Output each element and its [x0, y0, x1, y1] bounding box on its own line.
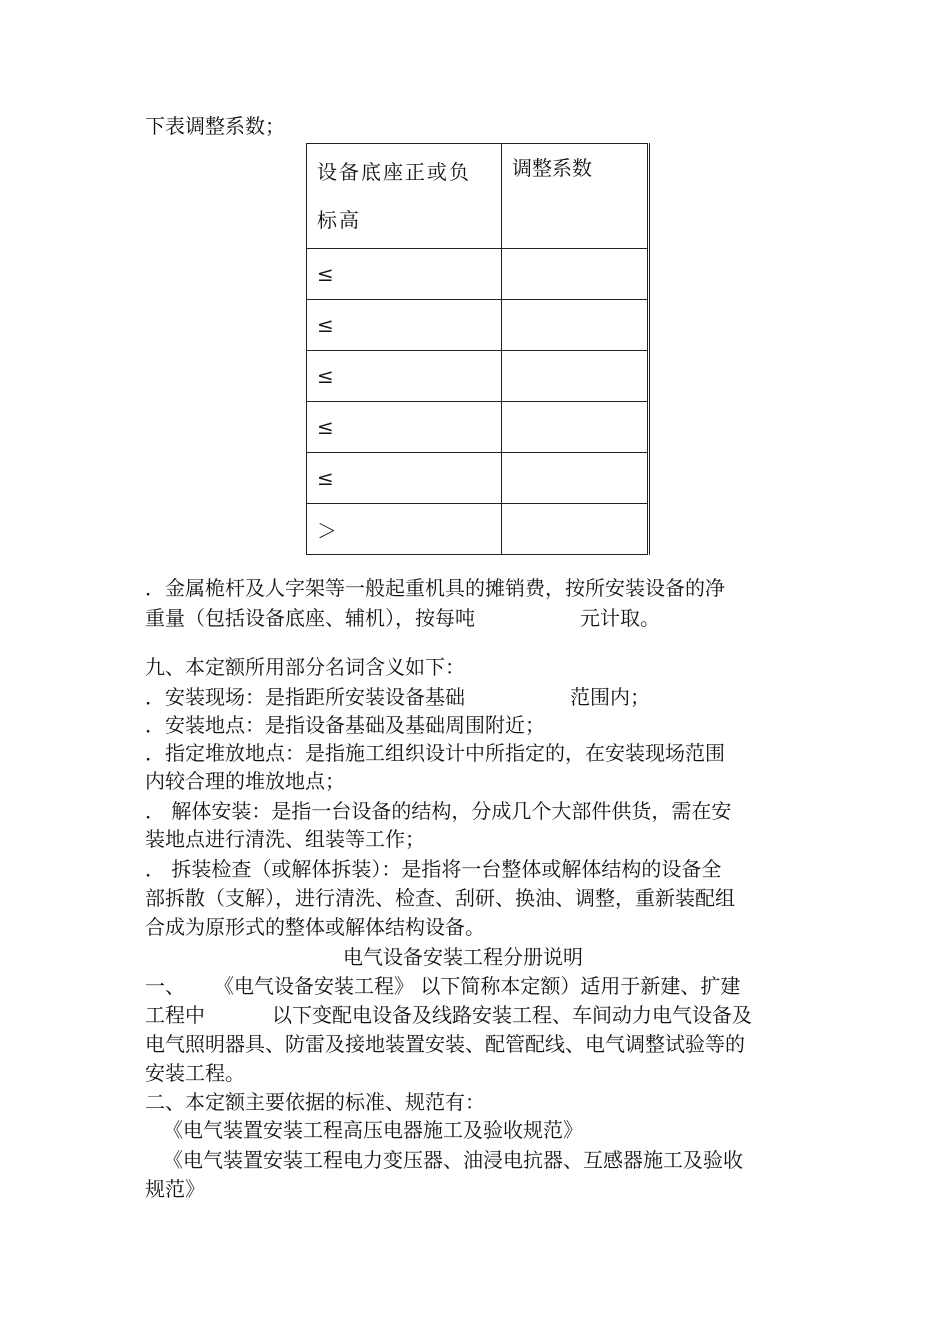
table-cell-symbol: ≤: [307, 402, 502, 453]
term-inspection-line-1: ． 拆装检查（或解体拆装）：是指将一台整体或解体结构的设备全: [145, 857, 722, 881]
table-row: [307, 453, 649, 504]
electrical-p1-line-2a: 工程中: [145, 1003, 205, 1027]
spec-transformer-line-2: 规范》: [145, 1177, 205, 1201]
electrical-volume-title: 电气设备安装工程分册说明: [343, 945, 583, 969]
table-cell-symbol: ≤: [307, 300, 502, 351]
table-cell-symbol: ≤: [307, 453, 502, 504]
adjustment-table: [306, 143, 650, 555]
spec-transformer-line-1: 《电气装置安装工程电力变压器、油浸电抗器、互感器施工及验收: [163, 1148, 743, 1172]
table-header-height: [307, 144, 502, 249]
term-disassembled-line-1: ． 解体安装：是指一台设备的结构，分成几个大部件供货，需在安: [145, 799, 732, 823]
term-install-location: ．安装地点：是指设备基础及基础周围附近；: [145, 713, 545, 737]
term-inspection-line-2: 部拆散（支解），进行清洗、检查、刮研、换油、调整，重新装配组: [145, 886, 735, 910]
table-header-row: [307, 144, 649, 249]
table-row: [307, 504, 649, 555]
table-cell-symbol: ≤: [307, 351, 502, 402]
table-cell-value: [502, 249, 649, 300]
intro-text: 下表调整系数；: [145, 114, 285, 138]
term-inspection-line-3: 合成为原形式的整体或解体结构设备。: [145, 915, 485, 939]
table-cell-value: [502, 504, 649, 555]
header-line-2: 标高: [317, 208, 361, 232]
table-cell-value: [502, 351, 649, 402]
electrical-p2: 二、本定额主要依据的标准、规范有：: [145, 1090, 485, 1114]
electrical-p1-line-1a: 一、: [145, 974, 185, 998]
table-cell-value: [502, 300, 649, 351]
header-line-1: 设备底座正或负: [317, 160, 471, 184]
electrical-p1-line-3: 电气照明器具、防雷及接地装置安装、配管配线、电气调整试验等的: [145, 1032, 745, 1056]
term-disassembled-line-2: 装地点进行清洗、组装等工作；: [145, 827, 425, 851]
term-install-site-a: ．安装现场：是指距所安装设备基础: [145, 685, 465, 709]
table-row: [307, 249, 649, 300]
table-header-coefficient: 调整系数: [502, 144, 649, 249]
electrical-p1-line-1b: 《电气设备安装工程》 以下简称本定额）适用于新建、扩建: [214, 974, 741, 998]
spec-high-voltage: 《电气装置安装工程高压电器施工及验收规范》: [163, 1118, 583, 1142]
electrical-p1-line-2b: 以下变配电设备及线路安装工程、车间动力电气设备及: [272, 1003, 752, 1027]
mast-paragraph-line-1: ．金属桅杆及人字架等一般起重机具的摊销费，按所安装设备的净: [145, 576, 725, 600]
table-cell-value: [502, 402, 649, 453]
table-row: [307, 351, 649, 402]
term-install-site-b: 范围内；: [570, 685, 650, 709]
term-storage-line-1: ．指定堆放地点：是指施工组织设计中所指定的，在安装现场范围: [145, 741, 725, 765]
mast-paragraph-line-2b: 元计取。: [580, 606, 660, 630]
section-9-title: 九、本定额所用部分名词含义如下：: [145, 655, 465, 679]
table-cell-symbol: ＞: [307, 504, 502, 555]
table-cell-value: [502, 453, 649, 504]
term-storage-line-2: 内较合理的堆放地点；: [145, 769, 345, 793]
electrical-p1-line-4: 安装工程。: [145, 1061, 245, 1085]
table-cell-symbol: ≤: [307, 249, 502, 300]
table-row: [307, 300, 649, 351]
mast-paragraph-line-2a: 重量（包括设备底座、辅机），按每吨: [145, 606, 475, 630]
table-row: [307, 402, 649, 453]
